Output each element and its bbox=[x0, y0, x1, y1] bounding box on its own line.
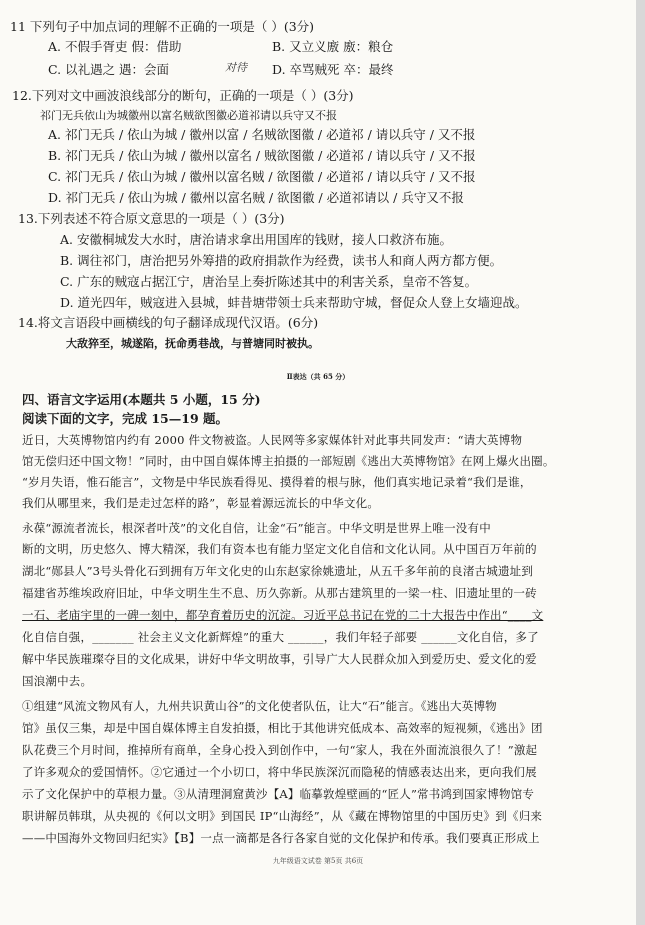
passage-line: 馆》虽仅三集，却是中国自媒体博主自发拍摄，相比于其他讲究低成本、高效率的短视频，《逃出》团 bbox=[22, 721, 543, 735]
q11-option-d: D. 卒骂贼死 卒：最终 bbox=[272, 62, 394, 77]
q12-option-b: B. 祁门无兵 / 依山为城 / 徽州以富名 / 贼欲图徽 / 必道祁 / 请以兵守 / 又不报 bbox=[48, 148, 476, 163]
part4-instruction: 阅读下面的文字，完成 15—19 题。 bbox=[22, 411, 228, 426]
page-footer: 九年级语文试卷 第5页 共6页 bbox=[272, 857, 364, 865]
passage-line: 湖北“郧县人”3号头骨化石到拥有万年文化史的山东赵家徐姚遗址，从五千多年前的良渚古城遗址到 bbox=[22, 564, 534, 578]
q14-stem: 14.将文言语段中画横线的句子翻译成现代汉语。(6分) bbox=[18, 315, 319, 330]
q14-sentence: 大敌猝至，城遂陷，抚命勇巷战，与普塘同时被执。 bbox=[66, 337, 319, 350]
passage-line: 了许多观众的爱国情怀。②它通过一个小切口，将中华民族深沉而隐秘的情感表达出来，更向我们展 bbox=[22, 765, 537, 779]
passage-line: “岁月失语，惟石能言”，文物是中华民族看得见、摸得着的根与脉，他们真实地记录着“我们是谁， bbox=[22, 475, 532, 489]
passage-line: 化自信自强，_______ 社会主义文化新辉煌”的重大 ______，我们年轻子部要 ______文化自信，多了 bbox=[22, 630, 539, 644]
passage-line: ——中国海外文物回归纪实》【B】一点一滴都是各行各家自觉的文化保护和传承。我们要真正形成上 bbox=[22, 831, 540, 845]
q11-option-b: B. 又立义廒 廒：粮仓 bbox=[272, 39, 394, 54]
q13-option-a: A. 安徽桐城发大水时，唐治请求拿出用国库的钱财，接人口救济布施。 bbox=[60, 232, 452, 247]
passage-line-underlined: 一石、老庙宇里的一碑一刻中，都孕育着历史的沉淀。习近平总书记在党的二十大报告中作出“____文 bbox=[22, 608, 544, 622]
q13-option-d: D. 道光四年，贼寇进入县城，蚌昔塘带领士兵来帮助守城，督促众人登上女墙迎战。 bbox=[60, 295, 528, 310]
q11-option-a: A. 不假手胥吏 假：借助 bbox=[48, 39, 182, 54]
q13-option-c: C. 广东的贼寇占据江宁，唐治呈上奏折陈述其中的利害关系，皇帝不答复。 bbox=[60, 274, 478, 289]
passage-line: 永葆“源流者流长，根深者叶茂”的文化自信，让金“石”能言。中华文明是世界上唯一没有中 bbox=[22, 521, 491, 535]
passage-line: 我们从哪里来，我们是走过怎样的路”，彰显着源远流长的中华文化。 bbox=[22, 496, 380, 510]
q13-option-b: B. 调往祁门，唐治把另外筹措的政府捐款作为经费，读书人和商人两方都方便。 bbox=[60, 253, 503, 268]
passage-line: 示了文化保护中的草根力量。③从清理洞窟黄沙【A】临摹敦煌壁画的“匠人”常书鸿到国家博物馆专 bbox=[22, 787, 535, 801]
scan-edge bbox=[636, 0, 645, 925]
passage-line: 解中华民族璀璨夺目的文化成果，讲好中华文明故事，引导广大人民群众加入到爱历史、爱文化的爱 bbox=[22, 652, 537, 666]
q12-source-text: 祁门无兵依山为城徽州以富名贼欲图徽必道祁请以兵守又不报 bbox=[40, 109, 337, 122]
passage-line: 断的文明，历史悠久、博大精深，我们有资本也有能力坚定文化自信和文化认同。从中国百万年前的 bbox=[22, 542, 537, 556]
q12-stem: 12.下列对文中画波浪线部分的断句，正确的一项是（ ）(3分) bbox=[12, 88, 354, 103]
q13-stem: 13.下列表述不符合原文意思的一项是（ ）(3分) bbox=[18, 211, 285, 226]
passage-line: 馆无偿归还中国文物！”同时，由中国自媒体博主拍摄的一部短剧《逃出大英博物馆》在网上爆火出圈。 bbox=[22, 454, 555, 468]
q12-option-c: C. 祁门无兵 / 依山为城 / 徽州以富名贼 / 欲图徽 / 必道祁 / 请以兵守 / 又不报 bbox=[48, 169, 476, 184]
section-title: Ⅱ表达（共 65 分） bbox=[286, 372, 350, 381]
passage-line: 队花费三个月时间，推掉所有商单，全身心投入到创作中，一句“家人，我在外面流浪很久了！”激起 bbox=[22, 743, 538, 757]
passage-line: 国浪潮中去。 bbox=[22, 674, 93, 688]
q11-handwritten-note: 对待 bbox=[225, 61, 247, 74]
passage-line: ①组建“风流文物风有人，九州共识黄山谷”的文化使者队伍，让大“石”能言。《逃出大英博物 bbox=[22, 699, 497, 713]
q12-option-d: D. 祁门无兵 / 依山为城 / 徽州以富名贼 / 欲图徽 / 必道祁请以 / 兵守又不报 bbox=[48, 190, 464, 205]
part4-title: 四、语言文字运用(本题共 5 小题，15 分) bbox=[22, 392, 261, 407]
q12-option-a: A. 祁门无兵 / 依山为城 / 徽州以富 / 名贼欲图徽 / 必道祁 / 请以兵守 / 又不报 bbox=[48, 127, 476, 142]
passage-line: 职讲解员韩琪，从央视的《何以文明》到国民 IP“山海经”，从《藏在博物馆里的中国历史》到《归来 bbox=[22, 809, 543, 823]
q11-stem: 11 下列句子中加点词的理解不正确的一项是（ ）(3分) bbox=[10, 19, 315, 34]
passage-line: 近日，大英博物馆内约有 2000 件文物被盗。人民网等多家媒体针对此事共同发声：“请大英博物 bbox=[22, 433, 523, 447]
q11-option-c: C. 以礼遇之 遇：会面 bbox=[48, 62, 170, 77]
passage-line: 福建省苏维埃政府旧址，中华文明生生不息、历久弥新。从那古建筑里的一梁一柱、旧遗址里的一砖 bbox=[22, 586, 537, 600]
